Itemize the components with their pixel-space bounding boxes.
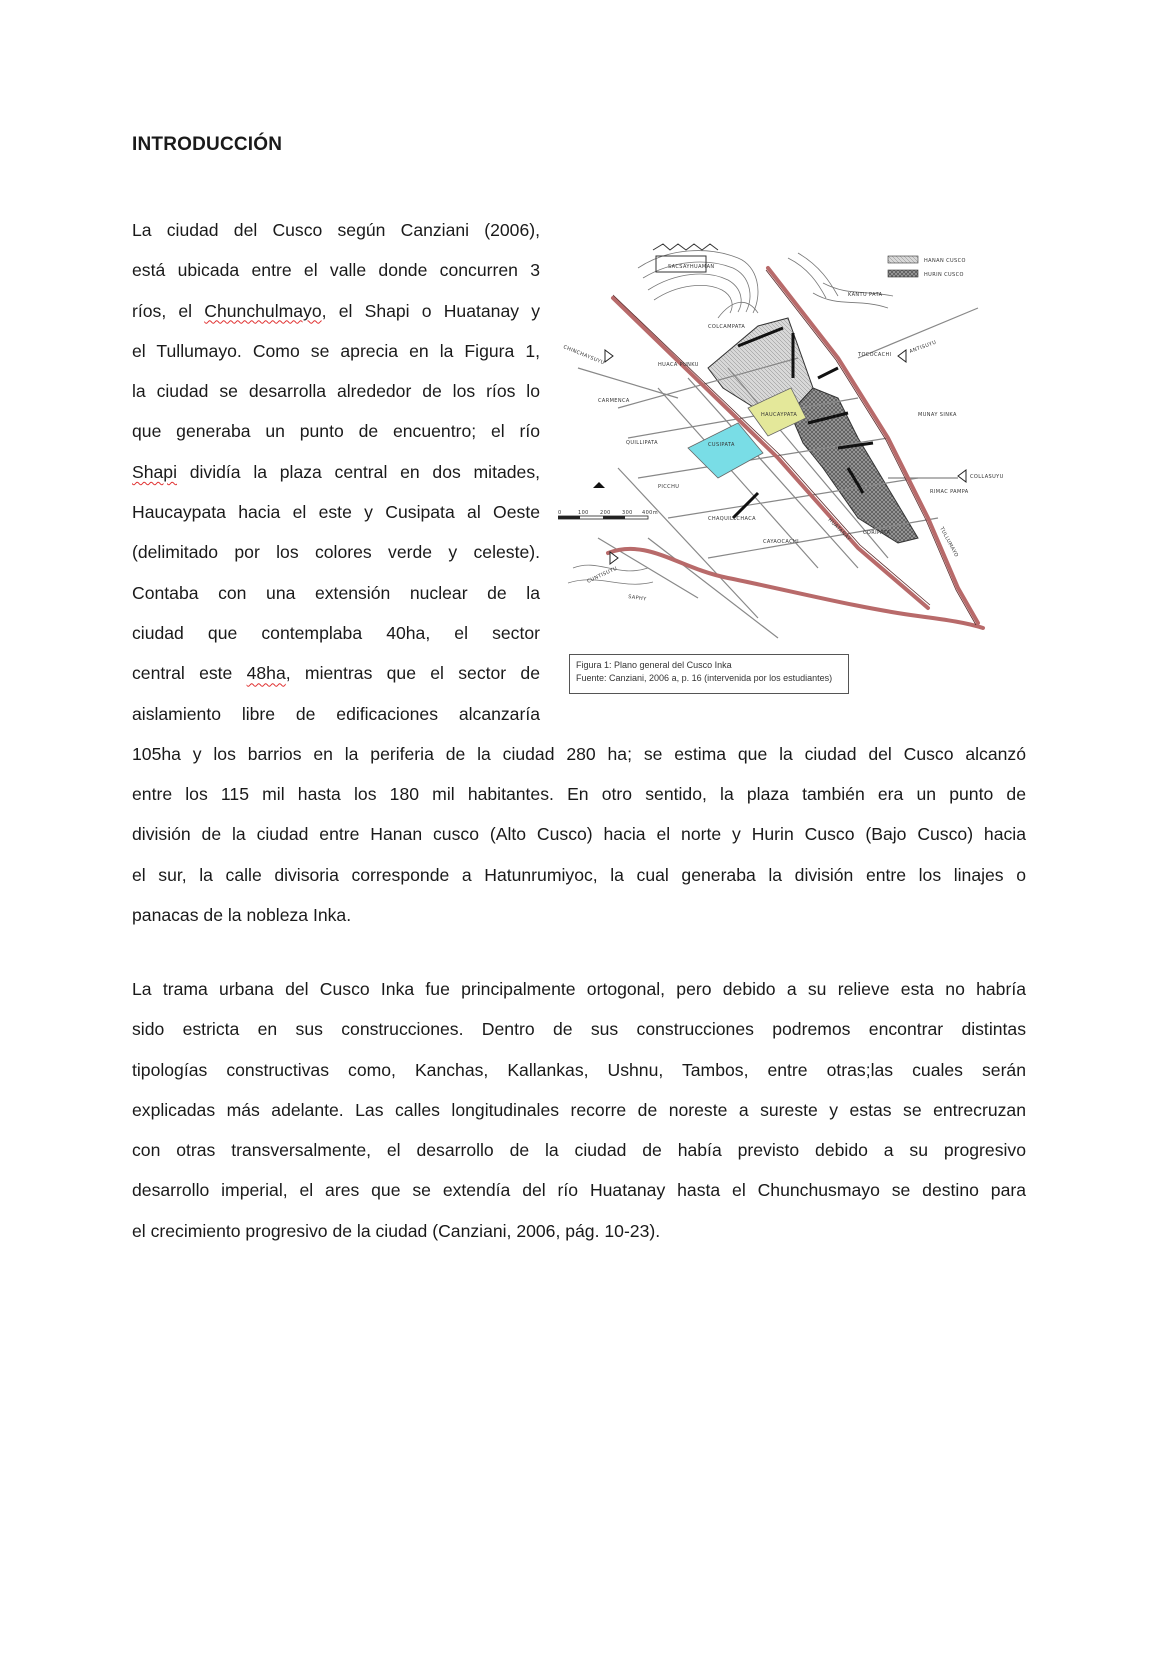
- hanan-zone: [708, 318, 813, 413]
- spellcheck-word: Chunchulmayo: [204, 300, 322, 321]
- map-label: KANTU PATA: [848, 292, 883, 298]
- text-line: 105ha y los barrios en la periferia de la ciudad 280 ha; se estima que la ciudad del Cusco alcanzó: [132, 743, 1026, 764]
- map-label: CHINCHAYSUYU: [562, 344, 606, 367]
- text-line: tipologías constructivas como, Kanchas, Kallankas, Ushnu, Tambos, entre otras;las cuales serán: [132, 1059, 1026, 1080]
- caption-title: Figura 1: Plano general del Cusco Inka: [576, 660, 732, 670]
- cusco-map: [558, 238, 1032, 660]
- map-label: CUSIPATA: [708, 442, 735, 448]
- text-line: está ubicada entre el valle donde concurren 3: [132, 260, 540, 281]
- north-arrow-icon: [593, 482, 605, 488]
- text-line: explicadas más adelante. Las calles longitudinales recorre de noreste a sureste y estas se entrecruzan: [132, 1099, 1026, 1120]
- map-label: TULLUMAYO: [938, 526, 960, 559]
- text-line: ciudad que contemplaba 40ha, el sector: [132, 622, 540, 643]
- scale-label: 100: [578, 510, 589, 516]
- scale-label: 200: [600, 510, 611, 516]
- map-label: CAYAOCACHI: [763, 539, 800, 545]
- text-line: entre los 115 mil hasta los 180 mil habitantes. En otro sentido, la plaza también era un punto de: [132, 784, 1026, 805]
- text-line: con otras transversalmente, el desarrollo de la ciudad de había previsto debido a su progresivo: [132, 1140, 1026, 1161]
- section-heading: INTRODUCCIÓN: [132, 134, 283, 155]
- map-label: SACSAYHUAMAN: [668, 264, 715, 270]
- caption-source: Fuente: Canziani, 2006 a, p. 16 (intervenida por los estudiantes): [576, 673, 833, 683]
- text-line: el crecimiento progresivo de la ciudad (Canziani, 2006, pág. 10-23).: [132, 1220, 661, 1241]
- cusco-map-figure: [558, 238, 1032, 660]
- text-line: el Tullumayo. Como se aprecia en la Figura 1,: [132, 340, 540, 361]
- map-label: RIMAC PAMPA: [930, 489, 969, 495]
- text-line: Haucaypata hacia el este y Cusipata al Oeste: [132, 502, 540, 523]
- map-label: COLLASUYU: [970, 474, 1004, 480]
- spellcheck-word: Shapi: [132, 461, 177, 482]
- spellcheck-word: 48ha: [246, 663, 286, 684]
- scale-bar: [558, 510, 658, 519]
- text-line: que generaba un punto de encuentro; el río: [132, 421, 540, 442]
- map-label: COLCAMPATA: [708, 324, 746, 330]
- scale-label: 300: [622, 510, 633, 516]
- text-line: central este 48ha, mientras que el sector de: [132, 663, 540, 684]
- scale-label: 0: [558, 510, 562, 516]
- map-label: CUNTISUYU: [586, 565, 619, 585]
- text-line: panacas de la nobleza Inka.: [132, 905, 352, 926]
- map-label: CARMENCA: [598, 398, 630, 404]
- text-line: división de la ciudad entre Hanan cusco (Alto Cusco) hacia el norte y Hurin Cusco (Bajo Cusco) hacia: [132, 824, 1026, 845]
- legend-hanan: HANAN CUSCO: [924, 258, 966, 264]
- text-line: desarrollo imperial, el ares que se extendía del río Huatanay hasta el Chunchusmayo se destino para: [132, 1180, 1026, 1201]
- legend-hurin: HURIN CUSCO: [924, 272, 964, 278]
- map-label: CHAQUILLCHACA: [708, 516, 756, 522]
- text-line: Shapi dividía la plaza central en dos mitades,: [132, 461, 540, 482]
- map-label: ANTISUYU: [908, 339, 938, 355]
- text-line: Contaba con una extensión nuclear de la: [132, 582, 540, 603]
- text-line: La ciudad del Cusco según Canziani (2006),: [132, 220, 540, 240]
- map-label: PICCHU: [658, 484, 680, 490]
- text-line: sido estricta en sus construcciones. Dentro de sus construcciones podremos encontrar distintas: [132, 1019, 1026, 1040]
- figure-caption: [569, 654, 849, 694]
- map-label: HAUCAYPATA: [761, 412, 798, 418]
- map-label: CORIPATA: [863, 530, 891, 536]
- text-line: la ciudad se desarrolla alrededor de los ríos lo: [132, 381, 540, 402]
- map-label: SAPHY: [627, 594, 647, 603]
- map-legend: [888, 256, 966, 278]
- map-label: TOCOCACHI: [858, 352, 892, 358]
- scale-label: 400m: [642, 510, 659, 516]
- map-label: MUNAY SINKA: [918, 412, 957, 418]
- text-line: ríos, el Chunchulmayo, el Shapi o Huatanay y: [132, 300, 541, 321]
- text-line: el sur, la calle divisoria corresponde a Hatunrumiyoc, la cual generaba la división entre los linajes o: [132, 864, 1026, 885]
- paragraph-2: [132, 969, 1026, 1251]
- map-label: QUILLIPATA: [626, 440, 658, 446]
- map-label: HUATANAY: [826, 517, 852, 543]
- text-line: (delimitado por los colores verde y celeste).: [132, 542, 540, 563]
- text-line: aislamiento libre de edificaciones alcanzaría: [132, 703, 540, 724]
- map-label: HUACA PUNKU: [658, 362, 699, 368]
- text-line: La trama urbana del Cusco Inka fue principalmente ortogonal, pero debido a su relieve esta no habría: [132, 979, 1026, 999]
